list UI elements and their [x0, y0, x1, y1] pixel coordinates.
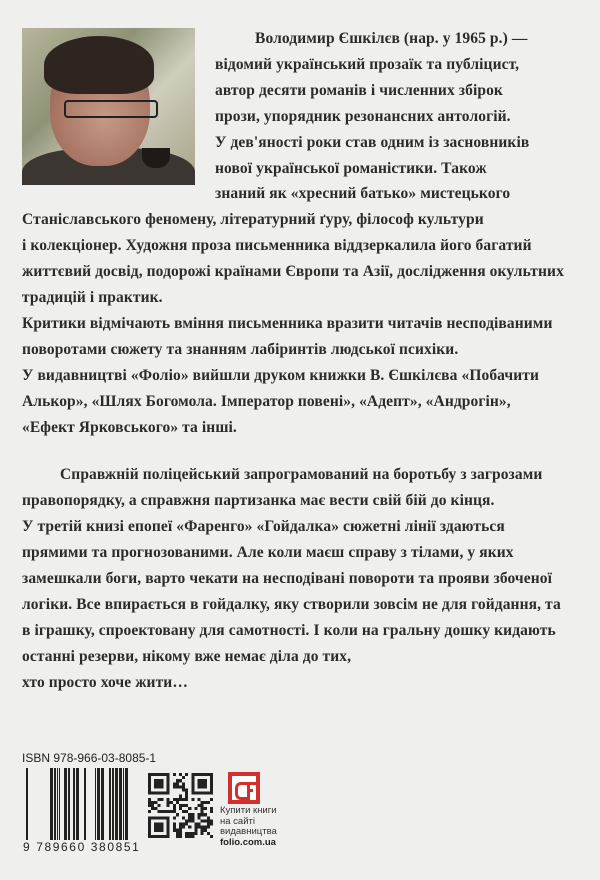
barcode-bar — [119, 768, 122, 844]
bio-line: і колекціонер. Художня проза письменника віддзеркалила його багатий — [22, 237, 532, 255]
barcode-bar — [59, 768, 60, 844]
barcode-bar — [115, 768, 118, 844]
bio-line: прози, упорядник резонансних антологій. — [215, 107, 511, 125]
barcode — [26, 768, 128, 844]
shop-info — [220, 806, 277, 848]
folio-logo — [228, 772, 260, 804]
bio-line: У дев'яності роки став одним із засновників — [215, 133, 530, 151]
annotation-line: правопорядку, а справжня партизанка має вести свій бій до кінця. — [22, 492, 495, 509]
barcode-bar — [76, 768, 79, 844]
bio-line: нової української романістики. Також — [215, 159, 487, 177]
bio-line: автор десяти романів і численних збірок — [215, 81, 503, 99]
barcode-bar — [50, 768, 53, 844]
barcode-bar — [97, 768, 100, 844]
bio-line: відомий український прозаїк та публіцист, — [215, 55, 520, 73]
shop-line-1: Купити книги — [220, 805, 277, 816]
shop-line-2: на сайті — [220, 815, 255, 827]
photo-glasses — [64, 100, 158, 118]
shop-url[interactable]: folio.com.ua — [220, 836, 276, 848]
bio-line: поворотами сюжету та знанням лабіринтів людської психіки. — [22, 340, 459, 358]
author-photo — [22, 28, 195, 185]
bio-line: Алькор», «Шлях Богомола. Імператор повені», «Адепт», «Андрогін», — [22, 392, 511, 410]
annotation-line: Справжній поліцейський запрограмований на боротьбу з загрозами — [60, 466, 543, 483]
barcode-bar — [125, 768, 128, 844]
annotation-line: У третій книзі епопеї «Фаренго» «Гойдалка» сюжетні лінії здаються — [22, 518, 505, 535]
annotation-line: логіки. Все впирається в гойдалку, яку створили зовсім не для гойдання, та — [22, 596, 561, 613]
barcode-digits: 9 789660 380851 — [23, 840, 141, 854]
isbn-text: ISBN 978-966-03-8085-1 — [22, 751, 157, 765]
annotation-line: замешкали боги, варто чекати на несподівані повороти та прояви збоченої — [22, 570, 553, 587]
bio-line: Володимир Єшкілєв (нар. у 1965 р.) — — [255, 30, 528, 47]
barcode-bar — [101, 768, 104, 844]
annotation-line: останні резерви, нікому вже немає діла до тих, — [22, 648, 352, 665]
qr-code[interactable] — [148, 773, 213, 838]
bio-line: Критики відмічають вміння письменника вразити читачів несподіваними — [22, 314, 553, 332]
barcode-bar — [64, 768, 67, 844]
shop-line-3: видавництва — [220, 826, 277, 837]
bio-line: У видавництві «Фоліо» вийшли друком книжки В. Єшкілєва «Побачити — [22, 366, 540, 384]
bio-line: знаний як «хресний батько» мистецького — [215, 185, 511, 203]
barcode-bar — [123, 768, 124, 844]
barcode-bar — [57, 768, 58, 844]
barcode-bar — [54, 768, 56, 844]
pipe-icon — [142, 148, 170, 168]
bio-line: Станіславського феномену, літературний ґуру, філософ культури — [22, 211, 484, 229]
barcode-bar — [95, 768, 96, 844]
annotation-line: хто просто хоче жити… — [22, 674, 188, 691]
photo-hair — [44, 36, 154, 94]
barcode-bar — [84, 768, 86, 844]
barcode-bar — [73, 768, 75, 844]
barcode-bar — [109, 768, 111, 844]
bio-line: традицій і практик. — [22, 289, 163, 306]
annotation-line: прямими та прогнозованими. Але коли маєш справу з тілами, у яких — [22, 544, 514, 561]
annotation-line: в іграшку, спроектовану для самотності. І коли на гральну дошку кидають — [22, 622, 556, 639]
barcode-bar — [68, 768, 70, 844]
barcode-bar — [26, 768, 28, 844]
barcode-bar — [112, 768, 114, 844]
bio-line: «Ефект Ярковського» та інші. — [22, 418, 237, 436]
bio-line: життєвий досвід, подорожі країнами Європи та Азії, дослідження окультних — [22, 263, 564, 281]
